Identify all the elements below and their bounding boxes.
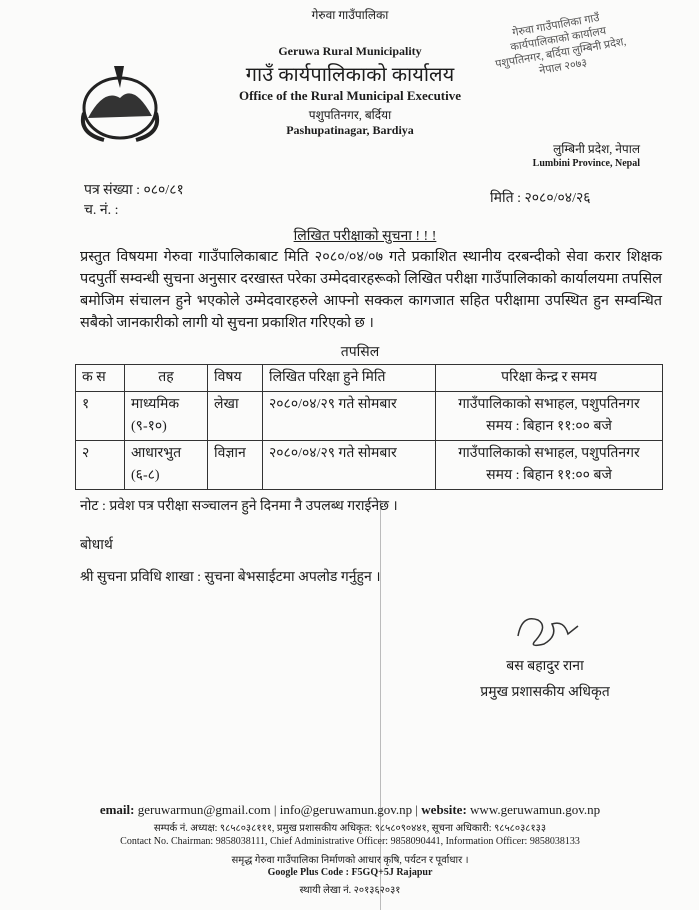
website-link[interactable]: www.geruwamun.gov.np [470, 802, 601, 817]
office-name-np: गाउँ कार्यपालिकाको कार्यालय [245, 64, 455, 86]
contact-numbers-np: सम्पर्क नं. अध्यक्ष: ९८५८०३८१११, प्रमुख प्रशासकीय अधिकृत: ९८५८०९०४४१, सूचना अधिकारी: ९८५८०३८१३३ [153, 823, 547, 834]
table-header-row [76, 365, 663, 392]
venue: गाउँपालिकाको सभाहल, पशुपतिनगर [458, 446, 640, 461]
time: समय : बिहान ११:०० बजे [486, 468, 612, 483]
row-subject: विज्ञान [208, 441, 263, 490]
row-date: २०८०/०४/२९ गते सोमबार [263, 441, 436, 490]
header-level: तह [125, 365, 208, 392]
row-level [125, 441, 208, 490]
notice-title: लिखित परीक्षाको सुचना ! ! ! [293, 229, 437, 244]
schedule-label: तपसिल [340, 345, 380, 360]
header-sn: क स [76, 365, 125, 392]
pan-number: स्थायी लेखा नं. २०१३६२०३१ [299, 885, 401, 896]
footer-slogan: समृद्ध गेरुवा गाउँपालिका निर्माणको आधार कृषि, पर्यटन र पूर्वाधार । [231, 855, 469, 866]
province-en: Lumbini Province, Nepal [532, 158, 640, 169]
row-date: २०८०/०४/२९ गते सोमबार [263, 392, 436, 441]
header-date: लिखित परिक्षा हुने मिति [263, 365, 436, 392]
time: समय : बिहान ११:०० बजे [486, 419, 612, 434]
level-range: (६-८) [131, 468, 160, 483]
header-venue: परिक्षा केन्द्र र समय [436, 365, 663, 392]
notice-body: प्रस्तुत विषयमा गेरुवा गाउँपालिकाबाट मिति २०८०/०४/०७ गते प्रकाशित स्थानीय दरबन्दीको सेवा करार शिक्षक पदपुर्ती सम्वन्धी सुचना अनुसार दरखास्त परेका उम्मेदवारहरूको लिखित परीक्षा गाउँपालिकाको कार्यालयमा तपसिल बमोजिम संचालन हुने भएकोले उम्मेदवारहरुले आफ्नो सक्कल कागजात सहित परीक्षामा उपस्थित हुन सम्वन्धित सबैको जानकारीको लागी यो सुचना प्रकाशित गरिएको छ । [80, 249, 662, 331]
row-level [125, 392, 208, 441]
row-sn: १ [76, 392, 125, 441]
table-row [76, 392, 663, 441]
province-np: लुम्बिनी प्रदेश, नेपाल [553, 142, 640, 156]
row-sn: २ [76, 441, 125, 490]
signatory-name: बस बहादुर राना [506, 659, 584, 674]
letter-number: पत्र संख्या : ०८०/८१ [84, 183, 184, 198]
header-subject: विषय [208, 365, 263, 392]
signatory-designation: प्रमुख प्रशासकीय अधिकृत [480, 685, 610, 700]
municipality-name-en: Geruwa Rural Municipality [278, 44, 422, 58]
google-plus-code: Google Plus Code : F5GQ+5J Rajapur [267, 867, 433, 878]
fold-line [380, 500, 381, 910]
table-row [76, 441, 663, 490]
admit-card-note: नोट : प्रवेश पत्र परीक्षा सञ्चालन हुने दिनमा नै उपलब्ध गराईनेछ । [80, 499, 398, 514]
row-venue [436, 392, 663, 441]
row-subject: लेखा [208, 392, 263, 441]
website-label: website: [421, 802, 467, 817]
office-stamp: गेरुवा गाउँपालिका गाउँ कार्यपालिकाको कार्यालय पशुपतिनगर, बर्दिया लुम्बिनी प्रदेश, नेपाल २०७३ [494, 12, 628, 78]
level-name: माध्यमिक [131, 397, 180, 412]
letter-date: मिति : २०८०/०४/२६ [490, 191, 591, 206]
address-np: पशुपतिनगर, बर्दिया [308, 108, 392, 122]
venue: गाउँपालिकाको सभाहल, पशुपतिनगर [458, 397, 640, 412]
office-name-en: Office of the Rural Municipal Executive [238, 88, 462, 103]
footer-contact-line [60, 802, 640, 818]
contact-numbers-en: Contact No. Chairman: 9858038111, Chief Administrative Officer: 9858090441, Information Officer: 9858038133 [120, 836, 580, 847]
cc-item: श्री सुचना प्रविधि शाखा : सुचना बेभसाईटमा अपलोड गर्नुहुन । [80, 570, 381, 585]
level-range: (९-१०) [131, 419, 167, 434]
exam-schedule-table [75, 364, 663, 490]
cc-label: बोधार्थ [80, 538, 113, 553]
email-label: email: [99, 802, 135, 817]
email-addresses: geruwarmun@gmail.com | info@geruwamun.gov.np | [137, 802, 419, 817]
signature-icon [508, 606, 588, 656]
municipality-name-np: गेरुवा गाउँपालिका [311, 8, 389, 22]
row-venue [436, 441, 663, 490]
dispatch-number: च. नं. : [84, 203, 119, 218]
nepal-emblem-icon [74, 58, 166, 148]
level-name: आधारभुत [131, 446, 182, 461]
address-en: Pashupatinagar, Bardiya [286, 123, 414, 137]
